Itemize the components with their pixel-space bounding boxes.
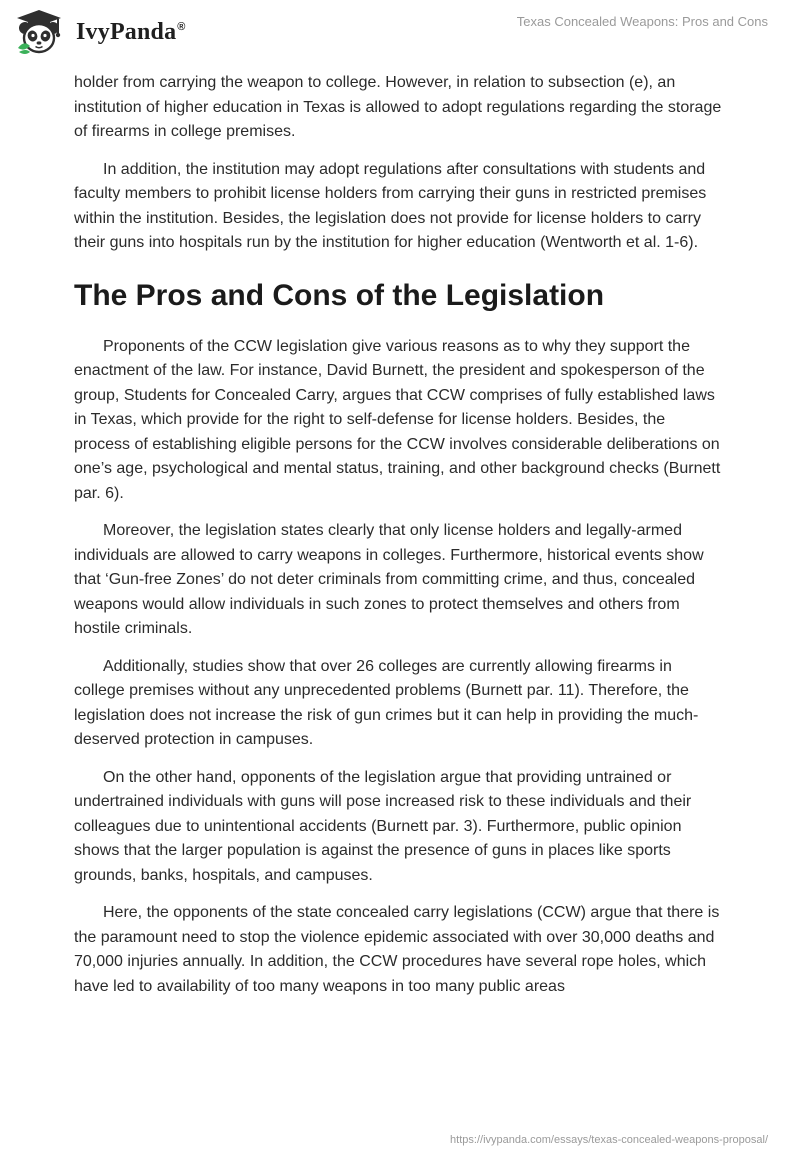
paragraph: Additionally, studies show that over 26 colleges are currently allowing firearms in college premises without any unprecedented problems (Burnett par. 11). Therefore, the legislation does not increase the risk of gun crimes but it can help in providing the much-deserved protection in campuses. <box>74 657 699 748</box>
page-header <box>0 0 800 60</box>
logo-registered-mark: ® <box>177 20 186 33</box>
section-heading: The Pros and Cons of the Legislation <box>74 278 605 312</box>
paragraph: Here, the opponents of the state concealed carry legislations (CCW) argue that there is the paramount need to stop the violence epidemic associated with over 30,000 deaths and 70,000 injuries annually. In addition, the CCW procedures have several rope holes, which have led to availability of too many weapons in too many public areas <box>74 904 720 995</box>
logo-wordmark <box>76 19 186 46</box>
running-title: Texas Concealed Weapons: Pros and Cons <box>516 14 768 29</box>
logo-name: IvyPanda <box>76 18 177 45</box>
paragraph: Moreover, the legislation states clearly that only license holders and legally-armed individuals are allowed to carry weapons in colleges. Furthermore, historical events show that ‘Gun-free Zones’ do not deter criminals from committing crime, and thus, concealed weapons would allow individuals in such zones to protect themselves and others from hostile criminals. <box>74 522 704 637</box>
document-body <box>74 71 724 1012</box>
ivypanda-logo[interactable] <box>14 8 204 56</box>
paragraph: In addition, the institution may adopt regulations after consultations with students and faculty members to prohibit license holders from carrying their guns in restricted premises within the institution. Besides, the legislation does not provide for license holders to carry their guns into hospitals run by the institution for higher education (Wentworth et al. 1-6). <box>74 160 707 251</box>
paragraph-continued: holder from carrying the weapon to college. However, in relation to subsection (e), an institution of higher education in Texas is allowed to adopt regulations regarding the storage of firearms in college premises. <box>74 74 722 140</box>
panda-graduate-icon <box>14 8 64 56</box>
paragraph: On the other hand, opponents of the legislation argue that providing untrained or undertrained individuals with guns will pose increased risk to these individuals and their colleagues due to unintentional accidents (Burnett par. 3). Furthermore, public opinion shows that the larger population is against the presence of guns in places like sports grounds, banks, hospitals, and campuses. <box>74 768 692 884</box>
paragraph: Proponents of the CCW legislation give various reasons as to why they support the enactment of the law. For instance, David Burnett, the president and spokesperson of the group, Students for Concealed Carry, argues that CCW comprises of fully established laws in Texas, which provide for the right to self-defense for license holders. Besides, the process of establishing eligible persons for the CCW involves considerable deliberations on one’s age, psychological and mental status, training, and other background checks (Burnett par. 6). <box>74 337 721 502</box>
source-url-link[interactable]: https://ivypanda.com/essays/texas-concealed-weapons-proposal/ <box>450 1134 768 1146</box>
